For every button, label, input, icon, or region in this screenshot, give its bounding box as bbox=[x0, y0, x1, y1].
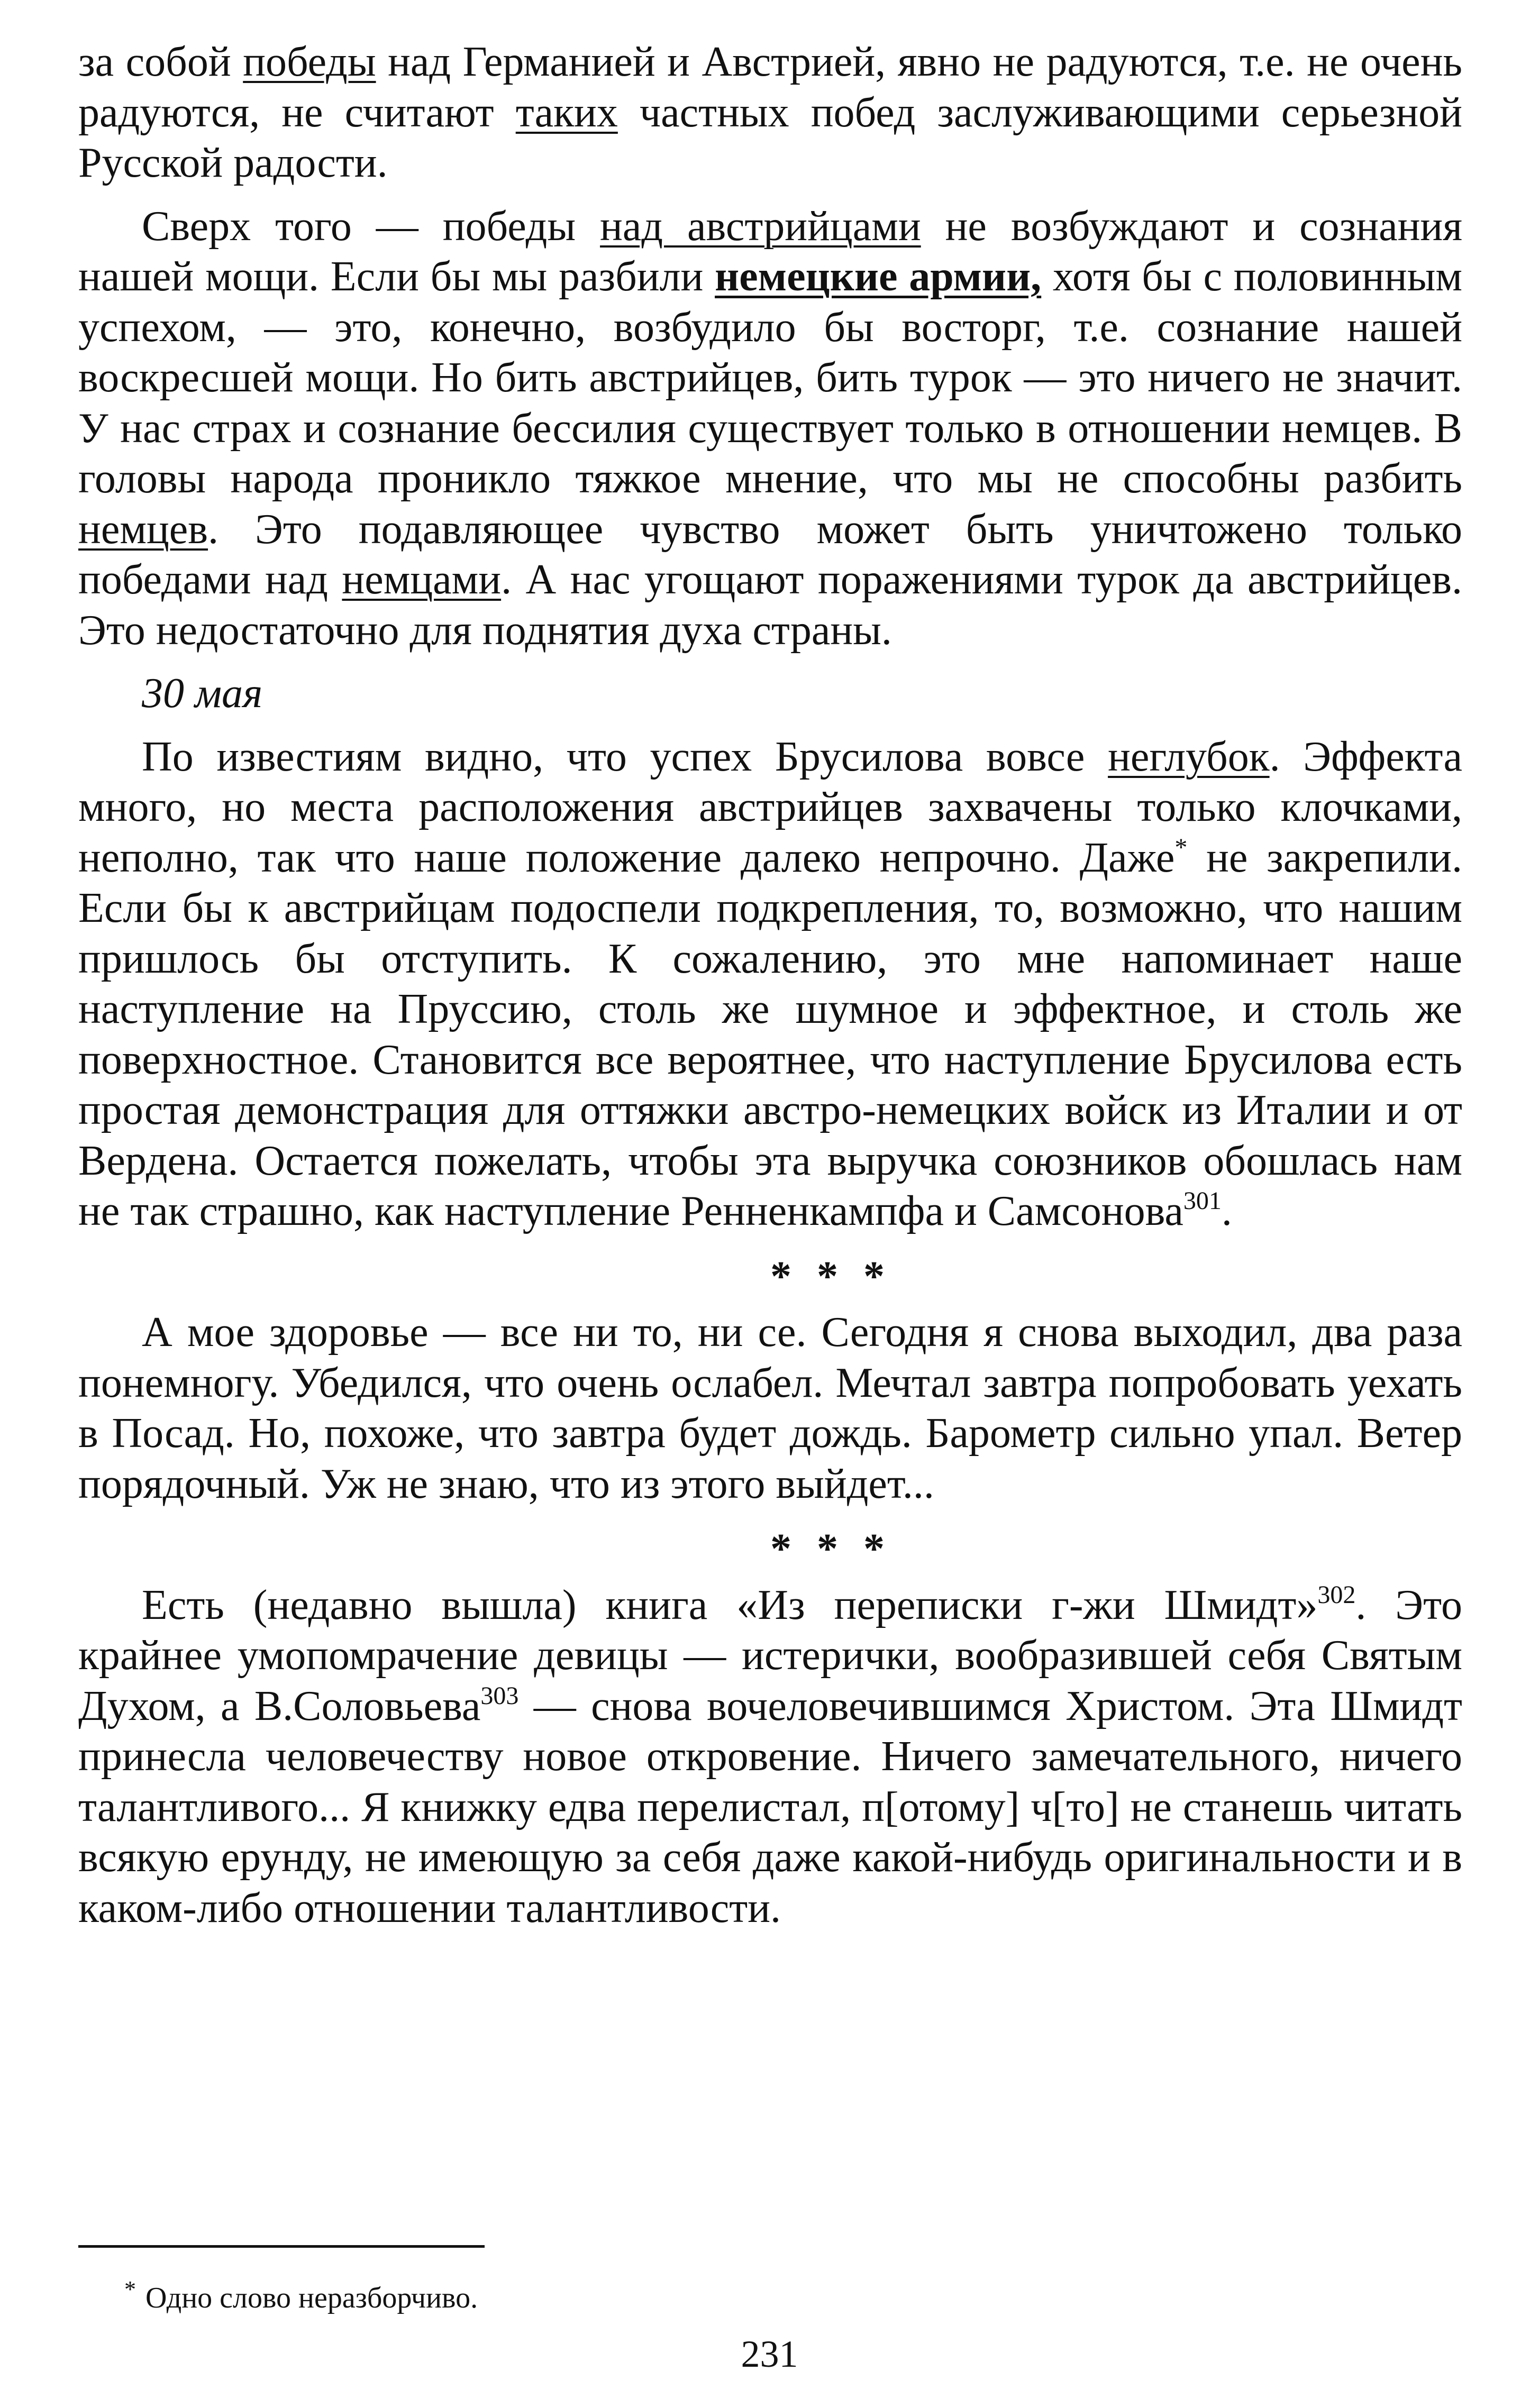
text-run: . Это подавляющее чувство может быть уничтожено только победами над bbox=[78, 506, 1462, 603]
underlined-word: неглубок bbox=[1108, 733, 1270, 780]
section-separator: * * * bbox=[770, 1253, 892, 1300]
section-separator: * * * bbox=[770, 1526, 892, 1572]
text-run: над Германией и Австрией, явно не радуются, т.е. не очень радуются, не считают bbox=[78, 39, 1462, 136]
footnote-divider bbox=[78, 2245, 485, 2248]
paragraph-2 bbox=[78, 202, 1462, 656]
endnote-reference: 302 bbox=[1317, 1580, 1356, 1609]
bold-underlined-word: немецкие армии, bbox=[715, 253, 1042, 300]
underlined-word: победы bbox=[243, 39, 376, 85]
text-run: не закрепили. Если бы к австрийцам подоспели подкрепления, то, возможно, что нашим пришлось бы отступить. К сожалению, это мне напоминает наше наступление на Пруссию, столь же шумное и эффектное, и столь же поверхностное. Становится все вероятнее, что наступление Брусилова есть простая демонстрация для оттяжки австро-немецких войск из Италии и от Вердена. Остается пожелать, чтобы эта выручка союзников обошлась нам не так страшно, как наступление Ренненкампфа и Самсонова bbox=[78, 834, 1462, 1234]
footnote-text: Одно слово неразборчиво. bbox=[145, 2282, 478, 2314]
text-run: за собой bbox=[78, 39, 243, 85]
text-run: хотя бы с половинным успехом, — это, конечно, возбудило бы восторг, т.е. сознание нашей воскресшей мощи. Но бить австрийцев, бить турок — это ничего не значит. У нас страх и сознание бессилия существует только в отношении немцев. В головы народа проникло тяжкое мнение, что мы не способны разбить bbox=[78, 253, 1463, 502]
diary-date: 30 мая bbox=[142, 670, 263, 717]
underlined-word: таких bbox=[515, 89, 618, 136]
body-text bbox=[78, 37, 1462, 1934]
underlined-word: над австрийцами bbox=[600, 203, 921, 250]
text-run: не возбуждают и сознания нашей мощи. Если бы мы разбили bbox=[78, 203, 1462, 300]
text-run: . Это крайнее умопомрачение девицы — истерички, вообразившей себя Святым Духом, а В.Соловьева bbox=[78, 1581, 1463, 1729]
paragraph-3 bbox=[78, 732, 1462, 1237]
text-run: Есть (недавно вышла) книга «Из переписки г-жи Шмидт» bbox=[142, 1581, 1318, 1628]
text-run: По известиям видно, что успех Брусилова вовсе bbox=[142, 733, 1108, 780]
text-run: частных побед заслуживающими серьезной Русской радости. bbox=[78, 89, 1462, 186]
text-run: Сверх того — победы bbox=[142, 203, 600, 250]
text-run: . bbox=[1221, 1188, 1232, 1234]
paragraph-4: А мое здоровье — все ни то, ни се. Сегодня я снова выходил, два раза понемногу. Убедился, что очень ослабел. Мечтал завтра попробовать уехать в Посад. Но, похоже, что завтра будет дождь. Барометр сильно упал. Ветер порядочный. Уж не знаю, что из этого выйдет... bbox=[78, 1309, 1462, 1507]
footnote bbox=[124, 2271, 478, 2317]
page-number: 231 bbox=[741, 2333, 798, 2375]
text-run: . А нас угощают поражениями турок да австрийцев. Это недостаточно для поднятия духа страны. bbox=[78, 556, 1462, 654]
footnote-marker: * bbox=[1174, 833, 1188, 862]
underlined-word: немцев bbox=[78, 506, 208, 553]
footnote-marker: * bbox=[124, 2276, 136, 2302]
endnote-reference: 303 bbox=[480, 1681, 519, 1710]
paragraph-1 bbox=[78, 37, 1462, 189]
text-run: — снова вочеловечившимся Христом. Эта Шмидт принесла человечеству новое откровение. Ничего замечательного, ничего талантливого... Я книжку едва перелистал, п[отому] ч[то] не станешь читать всякую ерунду, не имеющую за себя даже какой-нибудь оригинальности и в каком-либо отношении талантливости. bbox=[78, 1682, 1462, 1931]
underlined-word: немцами bbox=[342, 556, 502, 603]
paragraph-5 bbox=[78, 1580, 1462, 1934]
endnote-reference: 301 bbox=[1183, 1187, 1222, 1215]
text-run: . Эффекта много, но места расположения австрийцев захвачены только клочками, неполно, так что наше положение далеко непрочно. Даже bbox=[78, 733, 1462, 881]
